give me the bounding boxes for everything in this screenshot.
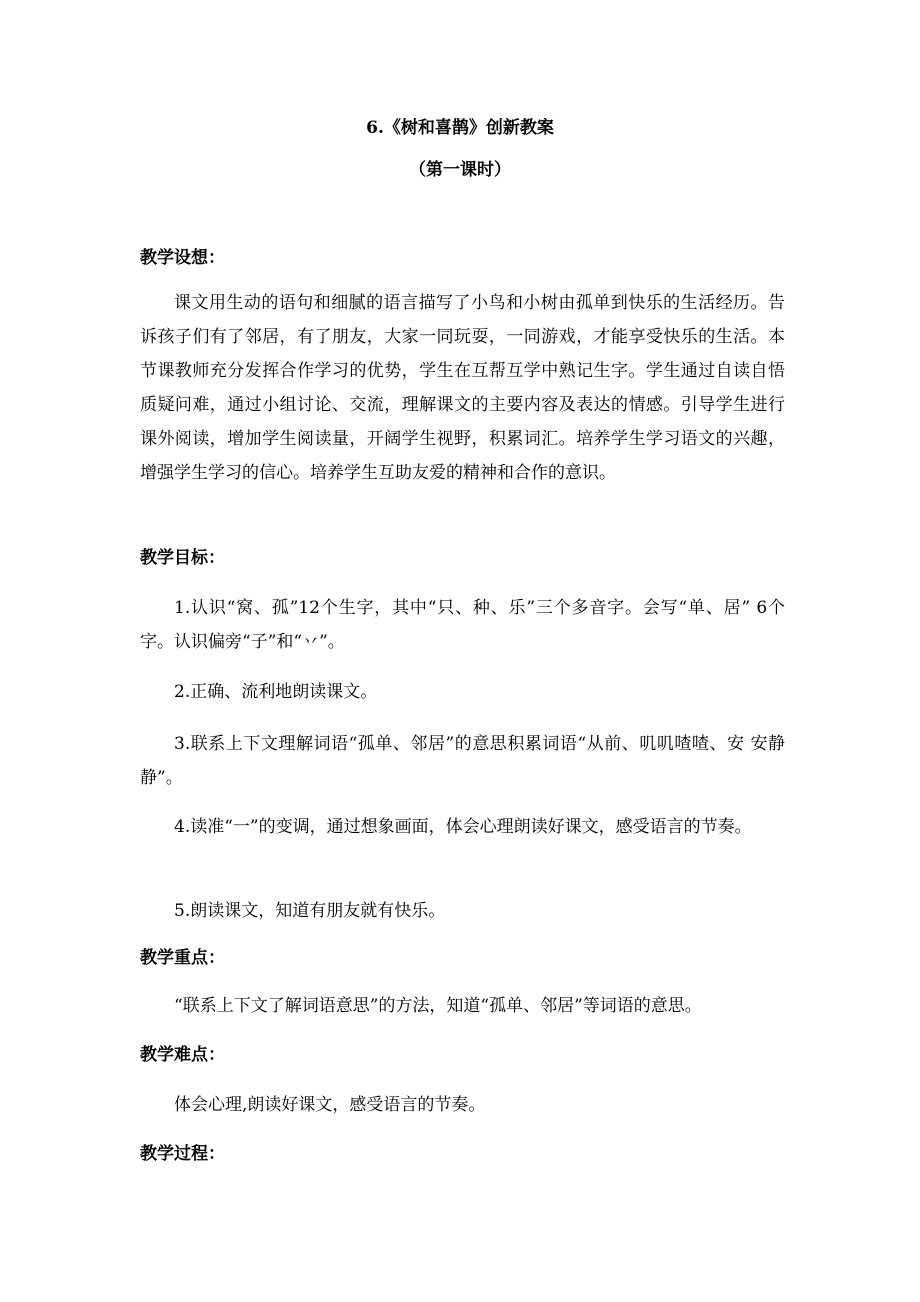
key-points-heading: 教学重点：: [140, 948, 225, 968]
goals-heading: 教学目标：: [140, 548, 225, 568]
goal-item-2: 2.正确、流利地朗读课文。: [174, 682, 378, 702]
goal-item-4: 4.读准“一”的变调，通过想象画面，体会心理朗读好课文，感受语言的节奏。: [174, 817, 752, 837]
process-heading: 教学过程：: [140, 1144, 225, 1164]
goal-item-3: 3.联系上下文理解词语“孤单、邻居”的意思积累词语“从前、叽叽喳喳、安 安静静”。: [140, 734, 785, 788]
goal-item-5: 5.朗读课文，知道有朋友就有快乐。: [174, 901, 446, 921]
difficulties-heading: 教学难点：: [140, 1045, 225, 1065]
difficulties-paragraph: 体会心理,朗读好课文，感受语言的节奏。: [174, 1095, 486, 1115]
design-heading: 教学设想：: [140, 248, 225, 268]
design-paragraph: 课文用生动的语句和细腻的语言描写了小鸟和小树由孤单到快乐的生活经历。告诉孩子们有了邻居，有了朋友，大家一同玩耍，一同游戏，才能享受快乐的生活。本节课教师充分发挥合作学习的优势，学生在互帮互学中熟记生字。学生通过自读自悟质疑问难，通过小组讨论、交流，理解课文的主要内容及表达的情感。引导学生进行课外阅读，增加学生阅读量，开阔学生视野，积累词汇。培养学生学习语文的兴趣，增强学生学习的信心。培养学生互助友爱的精神和合作的意识。: [140, 293, 785, 483]
key-points-paragraph: “联系上下文了解词语意思”的方法，知道“孤单、邻居”等词语的意思。: [174, 996, 702, 1016]
goal-item-1: 1.认识“窝、孤”12个生字，其中“只、种、乐”三个多音字。会写“单、居” 6个字。认识偏旁“子”和“丷”。: [140, 598, 785, 652]
document-subtitle: （第一课时）: [409, 160, 511, 180]
document-title: 6.《树和喜鹊》创新教案: [366, 118, 554, 138]
